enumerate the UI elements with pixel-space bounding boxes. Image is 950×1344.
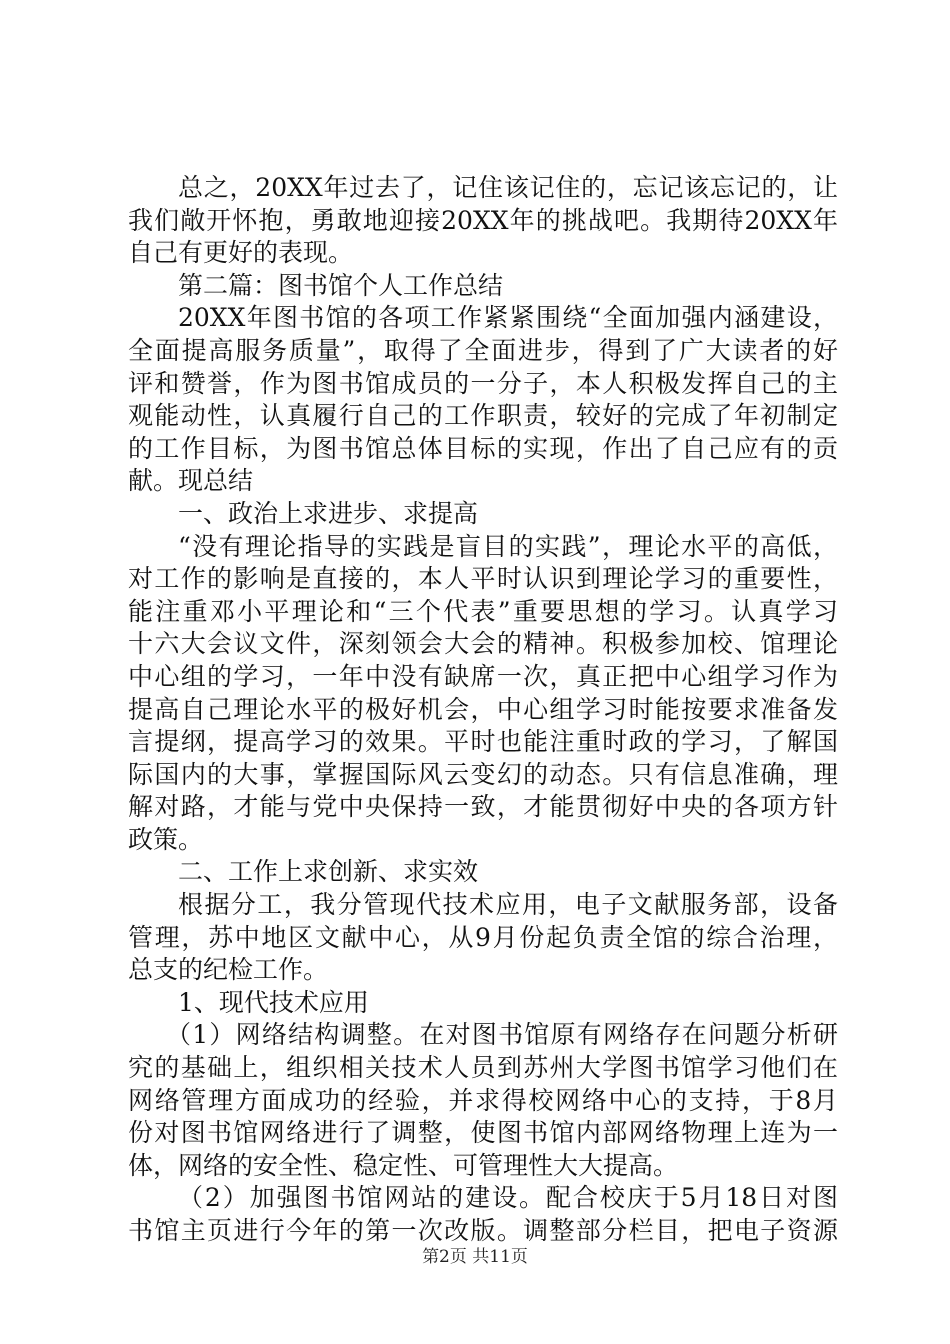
paragraph-line: 政策。 <box>128 824 204 854</box>
section-title: 第二篇：图书馆个人工作总结 <box>178 270 504 300</box>
paragraph-line: 言提纲，提高学习的效果。平时也能注重时政的学习，了解国 <box>128 727 838 757</box>
paragraph-line: 评和赞誉，作为图书馆成员的一分子，本人积极发挥自己的主 <box>128 368 838 398</box>
document-body <box>128 172 838 1248</box>
paragraph-line: 全面提高服务质量”，取得了全面进步，得到了广大读者的好 <box>128 335 838 365</box>
paragraph-line: 份对图书馆网络进行了调整，使图书馆内部网络物理上连为一 <box>128 1118 838 1148</box>
paragraph-line: 管理，苏中地区文献中心，从9月份起负责全馆的综合治理， <box>128 922 838 952</box>
paragraph-line: （2）加强图书馆网站的建设。配合校庆于5月18日对图 <box>178 1183 838 1213</box>
paragraph-line: 网络管理方面成功的经验，并求得校网络中心的支持，于8月 <box>128 1085 838 1115</box>
paragraph-line: （1）网络结构调整。在对图书馆原有网络存在问题分析研 <box>166 1020 838 1050</box>
subsection-heading: 1、现代技术应用 <box>178 987 369 1017</box>
paragraph-line: 自己有更好的表现。 <box>128 238 354 268</box>
section-heading: 一、政治上求进步、求提高 <box>178 498 479 528</box>
paragraph-line: 际国内的大事，掌握国际风云变幻的动态。只有信息准确，理 <box>128 759 838 789</box>
paragraph-line: 的工作目标，为图书馆总体目标的实现，作出了自己应有的贡 <box>128 433 838 463</box>
section-heading: 二、工作上求创新、求实效 <box>178 857 479 887</box>
paragraph-line: 献。现总结 <box>128 466 254 496</box>
paragraph-line: 对工作的影响是直接的，本人平时认识到理论学习的重要性， <box>128 564 838 594</box>
paragraph-line: 中心组的学习，一年中没有缺席一次，真正把中心组学习作为 <box>128 661 838 691</box>
paragraph-line: 体，网络的安全性、稳定性、可管理性大大提高。 <box>128 1150 679 1180</box>
paragraph-line: 总支的纪检工作。 <box>128 955 329 985</box>
paragraph-line: 20XX年图书馆的各项工作紧紧围绕“全面加强内涵建设， <box>178 303 838 333</box>
paragraph-line: 根据分工，我分管现代技术应用，电子文献服务部，设备 <box>178 890 838 920</box>
paragraph-line: “没有理论指导的实践是盲目的实践”，理论水平的高低， <box>178 531 838 561</box>
paragraph-line: 究的基础上，组织相关技术人员到苏州大学图书馆学习他们在 <box>128 1053 838 1083</box>
paragraph-line: 我们敞开怀抱，勇敢地迎接20XX年的挑战吧。我期待20XX年 <box>128 205 838 235</box>
paragraph-line: 总之，20XX年过去了，记住该记住的，忘记该忘记的，让 <box>178 173 838 202</box>
paragraph-line: 能注重邓小平理论和“三个代表”重要思想的学习。认真学习 <box>128 596 838 626</box>
paragraph-line: 提高自己理论水平的极好机会，中心组学习时能按要求准备发 <box>128 694 838 724</box>
paragraph-line: 观能动性，认真履行自己的工作职责，较好的完成了年初制定 <box>128 401 838 431</box>
paragraph-line: 解对路，才能与党中央保持一致，才能贯彻好中央的各项方针 <box>128 792 838 822</box>
page-number-footer: 第2页 共11页 <box>422 1247 528 1267</box>
paragraph-line: 十六大会议文件，深刻领会大会的精神。积极参加校、馆理论 <box>128 629 838 659</box>
paragraph-line: 书馆主页进行今年的第一次改版。调整部分栏目，把电子资源 <box>128 1216 838 1245</box>
